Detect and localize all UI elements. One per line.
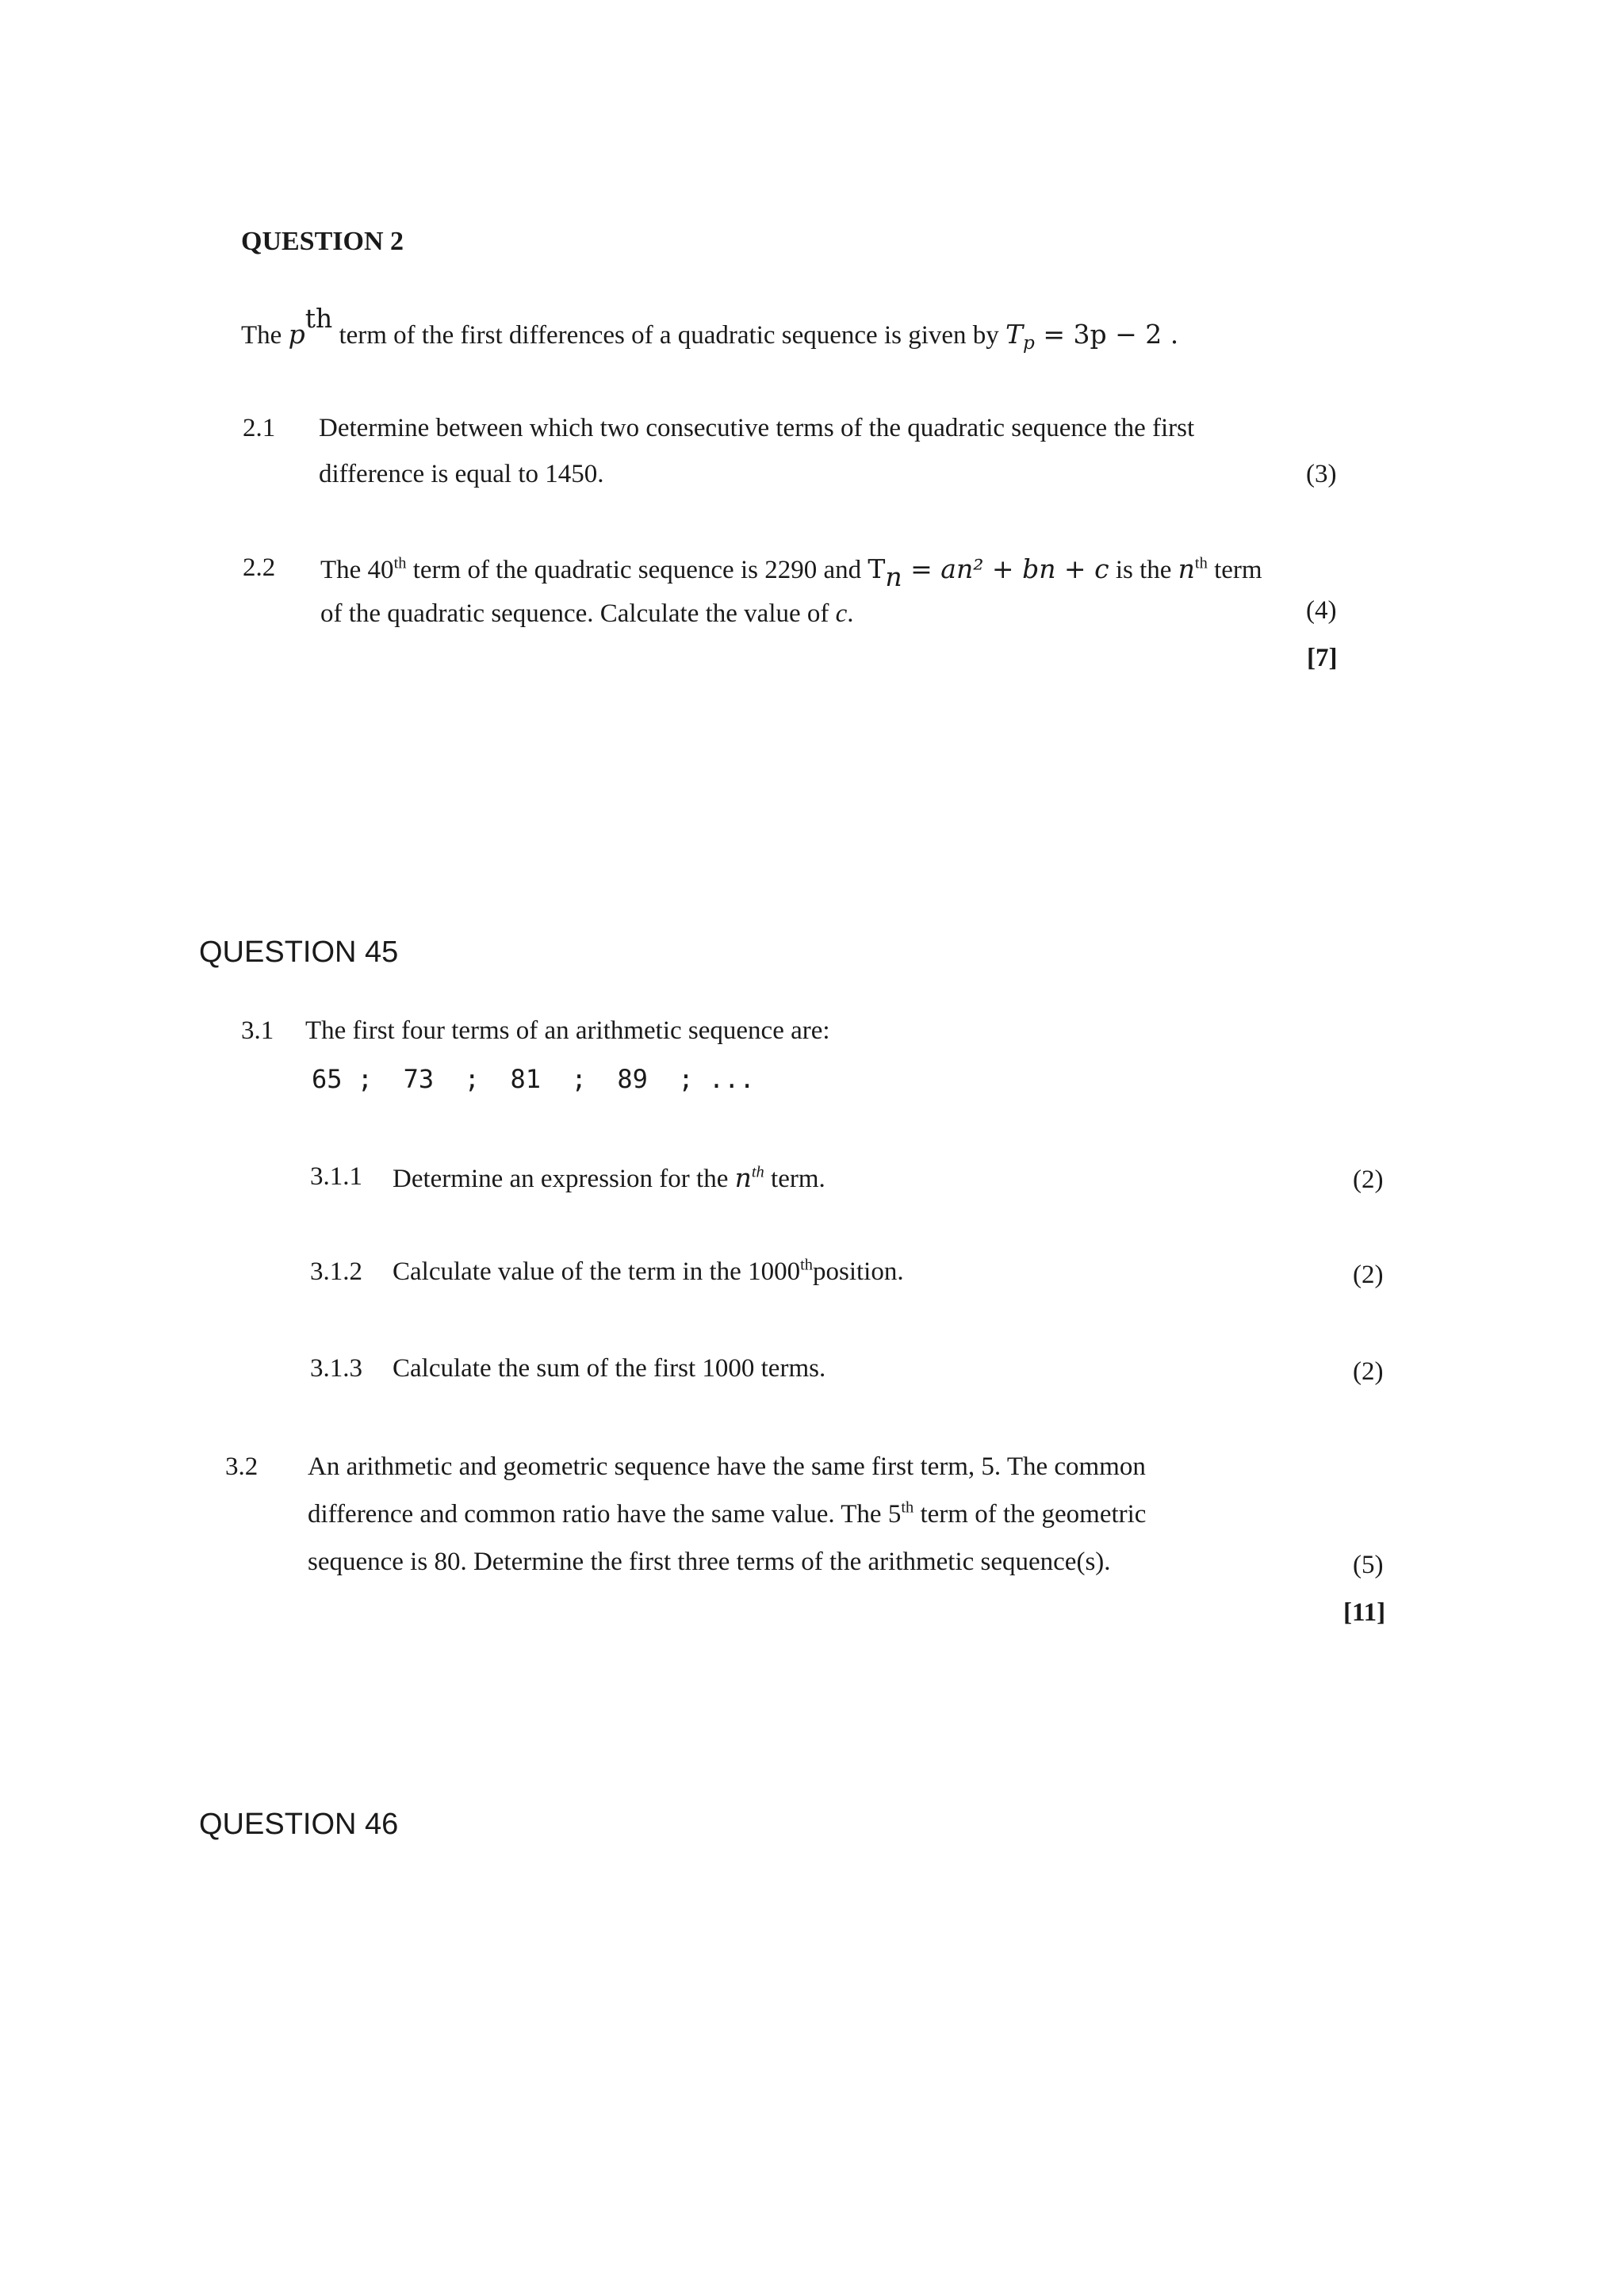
question-3-1-2-marks: (2)	[1353, 1261, 1384, 1289]
question-3-1-number: 3.1	[241, 1016, 274, 1045]
question-3-1-2-text: Calculate value of the term in the 1000thposition.	[393, 1256, 904, 1286]
question-2-intro: The $p^{th}$ term of the first differences of a quadratic sequence is given by $T_p = 3p - 2$ .	[241, 303, 1179, 354]
question-2-2-number: 2.2	[243, 553, 276, 582]
question-3-1-1-number: 3.1.1	[310, 1162, 362, 1191]
question-3-1-3-number: 3.1.3	[310, 1354, 362, 1383]
question-2-1-line2: difference is equal to 1450.	[319, 460, 604, 488]
question-2-total: [7]	[1307, 644, 1338, 672]
question-3-1-3-text: Calculate the sum of the first 1000 terms.	[393, 1354, 826, 1383]
p-variable: $p^{th}$	[288, 303, 333, 350]
question-45-heading: QUESTION 45	[199, 936, 399, 969]
arithmetic-sequence-terms: 65 ; 73 ; 81 ; 89 ; ...	[312, 1064, 755, 1094]
question-3-2-line3: sequence is 80. Determine the first three terms of the arithmetic sequence(s).	[308, 1548, 1111, 1576]
question-45-total: [11]	[1343, 1598, 1386, 1627]
question-3-1-1-text: Determine an expression for the $n^{th}$ term.	[393, 1162, 825, 1193]
question-3-2-number: 3.2	[225, 1452, 259, 1481]
question-2-2-marks: (4)	[1306, 596, 1337, 625]
question-3-2-line1: An arithmetic and geometric sequence have the same first term, 5. The common	[308, 1452, 1146, 1481]
question-3-1-text: The first four terms of an arithmetic sequence are:	[305, 1016, 830, 1045]
question-2-1-marks: (3)	[1306, 460, 1337, 488]
question-2-1-number: 2.1	[243, 414, 276, 442]
question-2-1-line1: Determine between which two consecutive terms of the quadratic sequence the first	[319, 414, 1195, 442]
tp-formula: $T_p = 3p - 2$ .	[1005, 319, 1179, 354]
question-2-2-line1: The 40th term of the quadratic sequence is 2290 and $T_n = an^2$ + bn + c is the $n^{th}$ term	[320, 553, 1262, 592]
question-3-1-3-marks: (2)	[1353, 1357, 1384, 1386]
question-3-1-2-number: 3.1.2	[310, 1257, 362, 1286]
question-2-2-line2: of the quadratic sequence. Calculate the value of c.	[320, 599, 854, 628]
question-3-2-line2: difference and common ratio have the same value. The 5th term of the geometric	[308, 1498, 1147, 1529]
question-46-heading: QUESTION 46	[199, 1808, 399, 1841]
question-3-1-1-marks: (2)	[1353, 1165, 1384, 1194]
question-2-heading: QUESTION 2	[241, 227, 404, 256]
tn-formula: $T_n = an^2$ + bn + c	[868, 553, 1109, 592]
question-3-2-marks: (5)	[1353, 1551, 1384, 1579]
